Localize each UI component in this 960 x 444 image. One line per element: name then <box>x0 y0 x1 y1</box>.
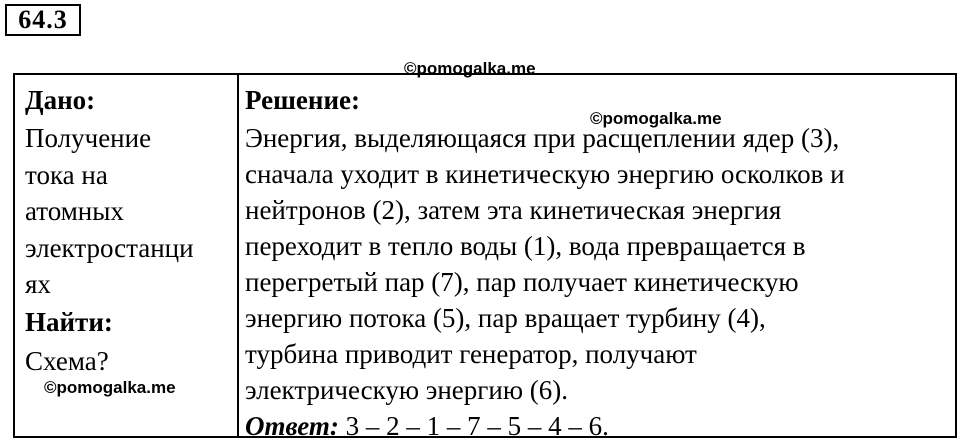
watermark: ©pomogalka.me <box>44 378 176 397</box>
given-line: Получение <box>25 123 152 153</box>
solution-line: энергию потока (5), пар вращает турбину (4), <box>245 303 766 333</box>
solution-line: нейтронов (2), затем эта кинетическая энергия <box>245 195 782 225</box>
solution-line: переходит в тепло воды (1), вода превращается в <box>245 231 806 261</box>
given-column <box>25 85 230 379</box>
solution-heading: Решение: <box>245 85 360 115</box>
answer-line <box>245 408 955 444</box>
solution-text <box>245 120 955 444</box>
watermark: ©pomogalka.me <box>590 109 722 128</box>
solution-line: турбина приводит генератор, получают <box>245 339 697 369</box>
watermark: ©pomogalka.me <box>404 59 536 78</box>
given-line: тока на <box>25 159 108 190</box>
solution-line: перегретый пар (7), пар получает кинетическую <box>245 267 799 297</box>
solution-line: Энергия, выделяющаяся при расщеплении ядер (3), <box>245 123 840 153</box>
given-heading: Дано: <box>25 85 96 115</box>
solution-line: электрическую энергию (6). <box>245 375 568 405</box>
find-heading: Найти: <box>25 306 113 337</box>
solution-line: сначала уходит в кинетическую энергию осколков и <box>245 159 845 189</box>
answer-label: Ответ: <box>245 411 339 441</box>
given-line: атомных <box>25 196 124 226</box>
problem-number: 64.3 <box>5 4 81 36</box>
given-line: ях <box>25 269 51 299</box>
solution-column <box>245 85 955 444</box>
given-line: электростанци <box>25 232 194 263</box>
find-text: Схема? <box>25 345 109 376</box>
answer-value: 3 – 2 – 1 – 7 – 5 – 4 – 6. <box>338 411 609 441</box>
given-text <box>25 120 230 303</box>
column-divider <box>237 75 239 436</box>
